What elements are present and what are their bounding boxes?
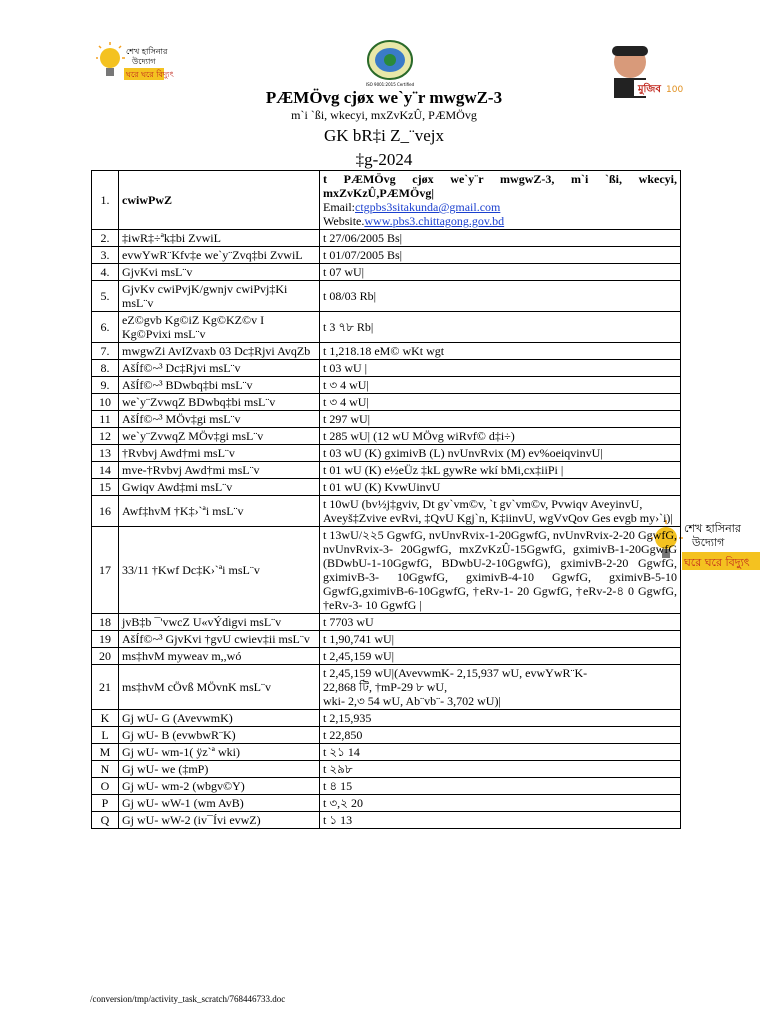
row-number: L: [92, 727, 119, 744]
table-row: [92, 665, 681, 710]
row-label: 33/11 †Kwf Dc‡K›`ªi msL¨v: [119, 527, 320, 614]
row-number: 2.: [92, 230, 119, 247]
document-title: PÆMÖvg cjøx we`y¨r mwgwZ-3: [265, 88, 503, 107]
table-row: [92, 614, 681, 631]
table-row: [92, 394, 681, 411]
row-number: 10: [92, 394, 119, 411]
row-value: t 3 ৭৮ Rb|: [320, 312, 681, 343]
row-label: ‡iwR‡÷ªk‡bi ZvwiL: [119, 230, 320, 247]
row-value: [320, 665, 681, 710]
row-label: Awf‡hvM †K‡›`ªi msL¨v: [119, 496, 320, 527]
row-value: t ২৯৮: [320, 761, 681, 778]
table-row: [92, 761, 681, 778]
row-label: †Rvbvj Awd†mi msL¨v: [119, 445, 320, 462]
row-label: cwiwPwZ: [119, 171, 320, 230]
row-label: ms‡hvM myweav m,,wó: [119, 648, 320, 665]
document-year: ‡g-2024: [355, 150, 413, 169]
row-label: Gj wU- we (‡mP): [119, 761, 320, 778]
row-number: M: [92, 744, 119, 761]
row-number: O: [92, 778, 119, 795]
row-number: 15: [92, 479, 119, 496]
website-line: [323, 214, 677, 228]
table-row: [92, 264, 681, 281]
row-value: t 1,218.18 eM© wKt wgt: [320, 343, 681, 360]
row-value: t 2,15,935: [320, 710, 681, 727]
row-number: 18: [92, 614, 119, 631]
website-label: Website.: [323, 214, 365, 228]
row-number: 11: [92, 411, 119, 428]
svg-text:ঘরে ঘরে বিদ্যুৎ: ঘরে ঘরে বিদ্যুৎ: [684, 556, 750, 569]
row-number: 19: [92, 631, 119, 648]
svg-text:ISO 9001:2015 Certified: ISO 9001:2015 Certified: [365, 82, 415, 87]
table-row: [92, 360, 681, 377]
row-number: 13: [92, 445, 119, 462]
table-row: [92, 445, 681, 462]
row-label: Gj wU- G (AvevwmK): [119, 710, 320, 727]
value-line: t PÆMÖvg cjøx we`y¨r mwgwZ-3, m`i `ßi, wkecyi, mxZvKzÛ,PÆMÖvg|: [323, 172, 677, 200]
table-row: [92, 462, 681, 479]
table-row: [92, 744, 681, 761]
table-row: [92, 778, 681, 795]
file-path-footer: /conversion/tmp/activity_task_scratch/768446733.doc: [90, 994, 286, 1004]
table-row: [92, 171, 681, 230]
row-value: [320, 496, 681, 527]
table-row: [92, 411, 681, 428]
row-value: t ১ 13: [320, 812, 681, 829]
value-line: wki- 2,৩ 54 wU, Ab¨vb¨- 3,702 wU)|: [323, 694, 501, 708]
document-subtitle: m`i `ßi, wkecyi, mxZvKzÛ, PÆMÖvg: [291, 108, 477, 122]
row-label: Gj wU- wW-1 (wm AvB): [119, 795, 320, 812]
row-value: t ৩,২ 20: [320, 795, 681, 812]
svg-text:শেখ হাসিনার: শেখ হাসিনার: [684, 522, 741, 535]
table-row: [92, 377, 681, 394]
row-number: P: [92, 795, 119, 812]
value-line: t 10wU (bv½j‡gviv, Dt gv`vm©v, `t gv`vm©v, Pvwiqv AveyinvU,: [323, 497, 643, 511]
row-label: Gj wU- wW-2 (iv¯Ívi evwZ): [119, 812, 320, 829]
row-label: jvB‡b ¯'vwcZ U«vÝdigvi msL¨v: [119, 614, 320, 631]
row-number: 12: [92, 428, 119, 445]
table-row: [92, 312, 681, 343]
row-number: 21: [92, 665, 119, 710]
row-label: Gwiqv Awd‡mi msL¨v: [119, 479, 320, 496]
svg-text:উদ্যোগ: উদ্যোগ: [692, 536, 725, 549]
value-line: Aveyš‡Zvive evRvi, ‡QvU Kgj`n, K‡iinvU, wgVvQov Ges evgb my›`i)|: [323, 511, 673, 525]
row-value: t 01 wU (K) e½eÜz ‡kL gywRe wkí bMi,cx‡iiPi |: [320, 462, 681, 479]
row-number: 3.: [92, 247, 119, 264]
value-line: t 2,45,159 wU|(AvevwmK- 2,15,937 wU, evwYwR¨K-: [323, 666, 588, 680]
row-label: eZ©gvb Kg©iZ Kg©KZ©v I Kg©Pvixi msL¨v: [119, 312, 320, 343]
row-number: 8.: [92, 360, 119, 377]
row-value: t 07 wU|: [320, 264, 681, 281]
row-number: 4.: [92, 264, 119, 281]
value-line: t 13wU/২২5 GgwfG, nvUnvRvix-1-20GgwfG, nvUnvRvix-2-20 GgwfG, nvUnvRvix-3- 20GgwfG, mxZvKzÛ-15GgwfG, gximivB-1-20GgwfG (BDwbU-1-10GgwfG, BDwbU-2-10GgwfG), gximivB-2-20 GgwfG, gximivB-3- 10GgwfG, gximivB-4-10 GgwfG, gximivB-5-10 GgwfG,gximivB-6-10GgwfG, †eRv-1- 20 GgwfG, †eRv-2-৪ 0 GgwfG, †eRv-3- 10 GgwfG |: [323, 528, 677, 612]
table-row: [92, 230, 681, 247]
email-link[interactable]: ctgpbs3sitakunda@gmail.com: [355, 200, 501, 214]
row-number: N: [92, 761, 119, 778]
row-label: Gj wU- B (evwbwR¨K): [119, 727, 320, 744]
row-number: 7.: [92, 343, 119, 360]
info-table: [91, 170, 681, 829]
table-row: [92, 247, 681, 264]
row-number: 14: [92, 462, 119, 479]
row-number: 17: [92, 527, 119, 614]
row-label: we`y¨ZvwqZ BDwbq‡bi msL¨v: [119, 394, 320, 411]
svg-text:মুজিব: মুজিব: [638, 84, 661, 95]
row-label: AšÍf©~³ GjvKvi †gvU cwiev‡ii msL¨v: [119, 631, 320, 648]
row-value: t 03 wU |: [320, 360, 681, 377]
row-value: [320, 171, 681, 230]
row-label: Gj wU- wm-2 (wbgv©Y): [119, 778, 320, 795]
row-value: t ৩ 4 wU|: [320, 394, 681, 411]
website-link[interactable]: www.pbs3.chittagong.gov.bd: [364, 214, 505, 228]
table-row: [92, 527, 681, 614]
table-row: [92, 281, 681, 312]
row-value: [320, 527, 681, 614]
row-label: ms‡hvM cÖvß MÖvnK msL¨v: [119, 665, 320, 710]
row-value: t 285 wU| (12 wU MÖvg wiRvf© d‡i÷): [320, 428, 681, 445]
row-number: 16: [92, 496, 119, 527]
row-value: t 08/03 Rb|: [320, 281, 681, 312]
row-number: 9.: [92, 377, 119, 394]
document-heading: GK bR‡i Z_¨vejx: [324, 126, 444, 145]
row-label: GjvKv cwiPvjK/gwnjv cwiPvj‡Ki msL¨v: [119, 281, 320, 312]
table-row: [92, 496, 681, 527]
table-row: [92, 727, 681, 744]
row-value: t 27/06/2005 Bs|: [320, 230, 681, 247]
row-number: K: [92, 710, 119, 727]
table-row: [92, 812, 681, 829]
pbs-seal-logo: [360, 38, 420, 88]
table-row: [92, 343, 681, 360]
row-number: 1.: [92, 171, 119, 230]
row-value: t 7703 wU: [320, 614, 681, 631]
value-line: 22,868 টি, †mP-29 ৮ wU,: [323, 680, 448, 694]
row-label: Gj wU- wm-1( ÿz`ª wki): [119, 744, 320, 761]
email-line: [323, 200, 677, 214]
row-label: evwYwR¨Kfv‡e we`y¨Zvq‡bi ZvwiL: [119, 247, 320, 264]
row-label: AšÍf©~³ BDwbq‡bi msL¨v: [119, 377, 320, 394]
row-number: 20: [92, 648, 119, 665]
table-row: [92, 631, 681, 648]
row-label: we`y¨ZvwqZ MÖv‡gi msL¨v: [119, 428, 320, 445]
row-label: mve-†Rvbvj Awd†mi msL¨v: [119, 462, 320, 479]
table-row: [92, 479, 681, 496]
row-value: t 01 wU (K) KvwUinvU: [320, 479, 681, 496]
row-value: t 22,850: [320, 727, 681, 744]
row-label: AšÍf©~³ MÖv‡gi msL¨v: [119, 411, 320, 428]
row-value: t 1,90,741 wU|: [320, 631, 681, 648]
row-label: mwgwZi AvIZvaxb 03 Dc‡Rjvi AvqZb: [119, 343, 320, 360]
row-number: Q: [92, 812, 119, 829]
row-label: GjvKvi msL¨v: [119, 264, 320, 281]
row-value: t 297 wU|: [320, 411, 681, 428]
svg-text:উদ্যোগ: উদ্যোগ: [132, 57, 156, 66]
svg-text:ঘরে ঘরে বিদ্যুৎ: ঘরে ঘরে বিদ্যুৎ: [126, 70, 174, 79]
row-value: t 03 wU (K) gximivB (L) nvUnvRvix (M) ev%oeiqvinvU|: [320, 445, 681, 462]
svg-text:শেখ হাসিনার: শেখ হাসিনার: [126, 47, 168, 56]
row-value: t 01/07/2005 Bs|: [320, 247, 681, 264]
table-row: [92, 428, 681, 445]
email-label: Email:: [323, 200, 355, 214]
table-row: [92, 710, 681, 727]
svg-text:100: 100: [666, 85, 684, 95]
table-row: [92, 648, 681, 665]
row-value: t ২১ 14: [320, 744, 681, 761]
table-row: [92, 795, 681, 812]
row-value: t 2,45,159 wU|: [320, 648, 681, 665]
row-number: 5.: [92, 281, 119, 312]
row-value: t ৪ 15: [320, 778, 681, 795]
row-label: AšÍf©~³ Dc‡Rjvi msL¨v: [119, 360, 320, 377]
row-value: t ৩ 4 wU|: [320, 377, 681, 394]
row-number: 6.: [92, 312, 119, 343]
